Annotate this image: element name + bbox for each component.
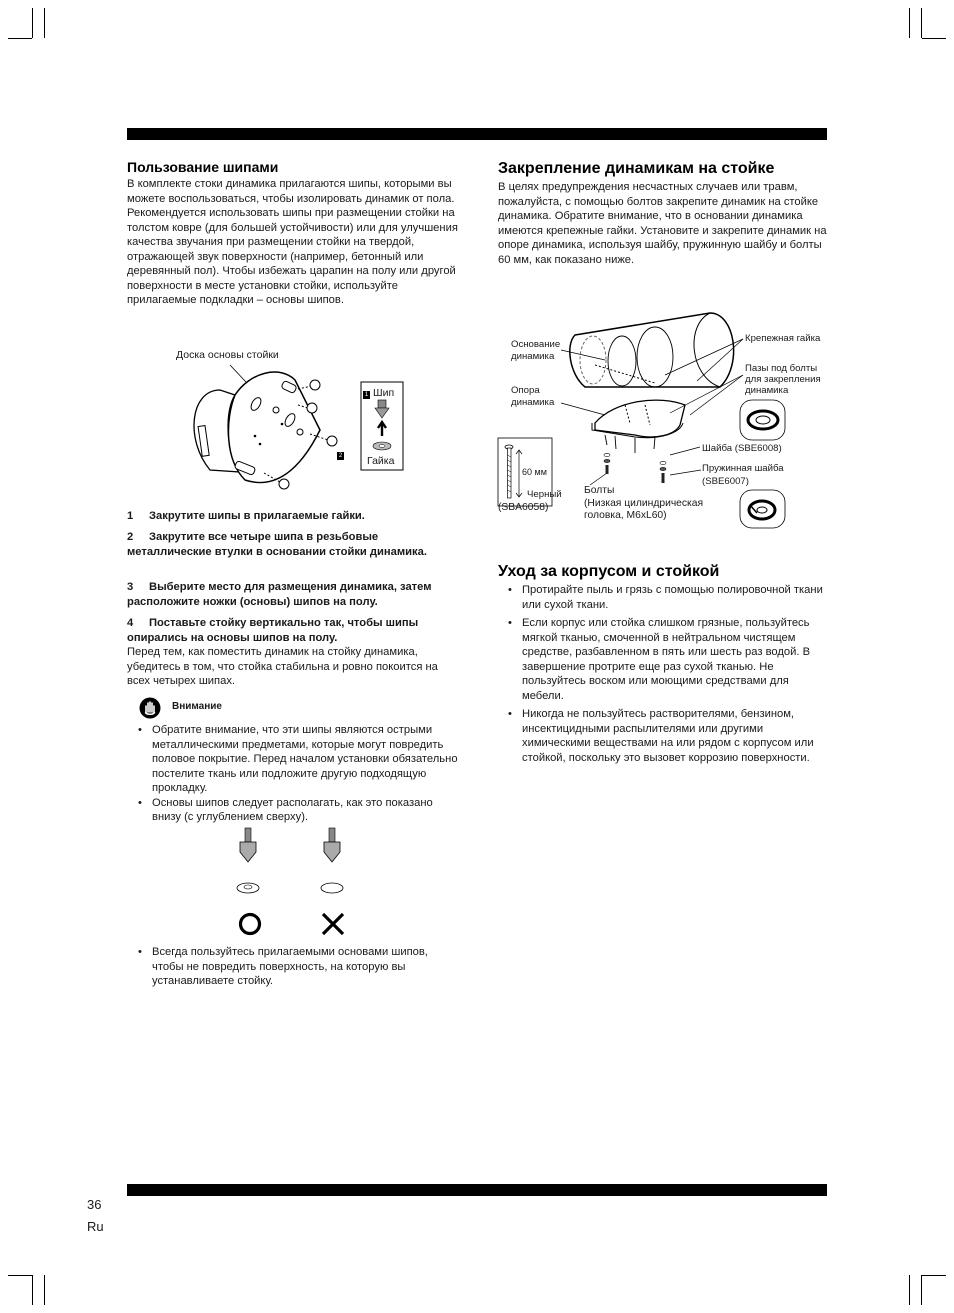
caution-list: [128, 723, 463, 829]
black-label: Черный: [527, 489, 562, 500]
crop-mark: [909, 1275, 910, 1305]
caution-item: • Всегда пользуйтесь прилагаемыми основами шипов, чтобы не повредить поверхность, на которую вы устанавливаете стойку.: [128, 945, 428, 989]
step-2: [127, 530, 427, 559]
care-item: • Если корпус или стойка слишком грязные, пользуйтесь мягкой тканью, смоченной в нейтральном чистящем средстве, разбавленном в пять или шесть раз водой. В завершение протрите еще раз сухой тканью. Не пользуйтесь воском или моющими средствами для мебели.: [498, 616, 830, 703]
after-steps-text: Перед тем, как поместить динамик на стойку динамика, убедитесь в том, что стойка стабильна и ровно покоится на всех четырех шипах.: [127, 646, 438, 687]
label-line: Основание: [511, 339, 561, 350]
mounting-text: В целях предупреждения несчастных случаев или травм, пожалуйста, с помощью болтов закрепите динамик на стойке динамика. Обратите внимание, что в основании динамика имеются крепежные гайки. Установите и закрепите динамик на опоре динамика, используя шайбу, пружинную шайбу и болты 60 мм, как показано ниже.: [498, 181, 827, 266]
board-label: Доска основы стойки: [176, 349, 279, 361]
section-title-spikes: Пользование шипами: [127, 159, 279, 175]
crop-mark: [44, 8, 45, 38]
spike-label: Шип: [373, 387, 395, 399]
label-line: головка, M6xL60): [584, 510, 667, 521]
caution-title: Внимание: [172, 701, 222, 712]
care-list: [498, 583, 830, 769]
spike-correct-icon: [240, 828, 256, 862]
section-title-care: Уход за корпусом и стойкой: [498, 563, 720, 580]
crop-mark: [921, 1275, 922, 1305]
footer-bar: [127, 1184, 827, 1196]
crop-mark: [32, 8, 33, 38]
step-text: Закрутите все четыре шипа в резьбовые металлические втулки в основании стойки динамика.: [127, 531, 427, 558]
step-number: 2: [127, 531, 134, 543]
label-line: Болты: [584, 485, 615, 496]
bolt-icon: [604, 453, 610, 474]
stand-board-diagram: [180, 360, 380, 500]
bolts-label: [584, 485, 703, 523]
step-1: [127, 509, 462, 524]
step-text: Закрутите шипы в прилагаемые гайки.: [149, 510, 365, 522]
spike-base-orientation-diagram: [230, 826, 360, 946]
label-line: Пазы под болты: [745, 363, 818, 374]
crop-mark: [32, 1275, 33, 1305]
washer-label: Шайба (SBE6008): [702, 443, 782, 454]
label-line: динамика: [511, 396, 555, 408]
care-item: • Протирайте пыль и грязь с помощью полировочной ткани или сухой ткани.: [498, 583, 830, 612]
speaker-base-label: [511, 339, 560, 362]
crop-mark: [8, 38, 32, 39]
label-line: (Низкая цилиндрическая: [584, 497, 704, 509]
sba-label: (SBA6058): [498, 502, 549, 513]
step-4: [127, 616, 457, 645]
label-line: Опора: [511, 385, 540, 396]
step-3: [127, 580, 457, 609]
support-label: [511, 385, 554, 408]
care-item: • Никогда не пользуйтесь растворителями, бензином, инсектицидными распылителями или другими химическими веществами на или рядом с корпусом или стойкой, поскольку это вызовет коррозию поверхности.: [498, 707, 830, 765]
crop-mark: [909, 8, 910, 38]
label-line: (SBE6007): [702, 476, 749, 487]
crop-mark: [922, 38, 946, 39]
step-badge-2: 2: [338, 453, 343, 459]
slots-label: [745, 363, 821, 396]
page-number: 36: [87, 1197, 102, 1212]
step-number: 4: [127, 617, 134, 629]
label-line: для закрепления: [745, 374, 821, 385]
crop-mark: [8, 1275, 32, 1276]
step-text: Поставьте стойку вертикально так, чтобы шипы опирались на основы шипов на полу.: [127, 617, 419, 644]
label-line: Пружинная шайба: [702, 463, 784, 474]
step-number: 3: [127, 581, 134, 593]
spike-incorrect-icon: [324, 828, 340, 862]
section-title-mounting: Закрепление динамикам на стойке: [498, 160, 775, 177]
caution-hand-icon: [139, 697, 161, 719]
page-language: Ru: [87, 1219, 104, 1234]
length-60mm-label: 60 мм: [522, 467, 547, 477]
header-bar: [127, 128, 827, 140]
crop-mark: [921, 8, 922, 38]
label-line: динамика: [511, 350, 555, 362]
label-line: динамика: [745, 385, 789, 396]
caution-item: • Обратите внимание, что эти шипы являются острыми металлическими предметами, которые могут повредить половое покрытие. Перед началом установки обязательно постелите ткань или подложите другую подходящую прокладку.: [128, 723, 463, 796]
step-number: 1: [127, 510, 134, 522]
spike-and-nut-icon: [370, 400, 394, 456]
caution-item: • Основы шипов следует располагать, как это показано внизу (с углублением сверху).: [128, 796, 463, 825]
spikes-intro: В комплекте стоки динамика прилагаются шипы, которыми вы можете воспользоваться, чтобы изолировать динамик от пола. Рекомендуется использовать шипы при размещении стойки на толстом ковре (для большей устойчивости) или для улучшения качества звучания при размещении стойки на твердой, отражающей звук поверхности (например, бетонный или деревянный пол). Чтобы избежать царапин на полу или другой поверхности в месте установки стойки, используйте прилагаемые подкладки – основы шипов.: [127, 178, 458, 306]
nut-label: Гайка: [367, 455, 395, 467]
final-caution-list: [128, 945, 428, 993]
crop-mark: [922, 1275, 946, 1276]
step-badge-1: 1: [364, 392, 369, 398]
crop-mark: [44, 1275, 45, 1305]
bolt-icon: [660, 461, 666, 483]
fix-nut-label: Крепежная гайка: [745, 333, 821, 344]
step-text: Выберите место для размещения динамика, затем расположите ножки (основы) шипов на полу.: [127, 581, 432, 608]
spring-washer-label: [702, 462, 784, 488]
